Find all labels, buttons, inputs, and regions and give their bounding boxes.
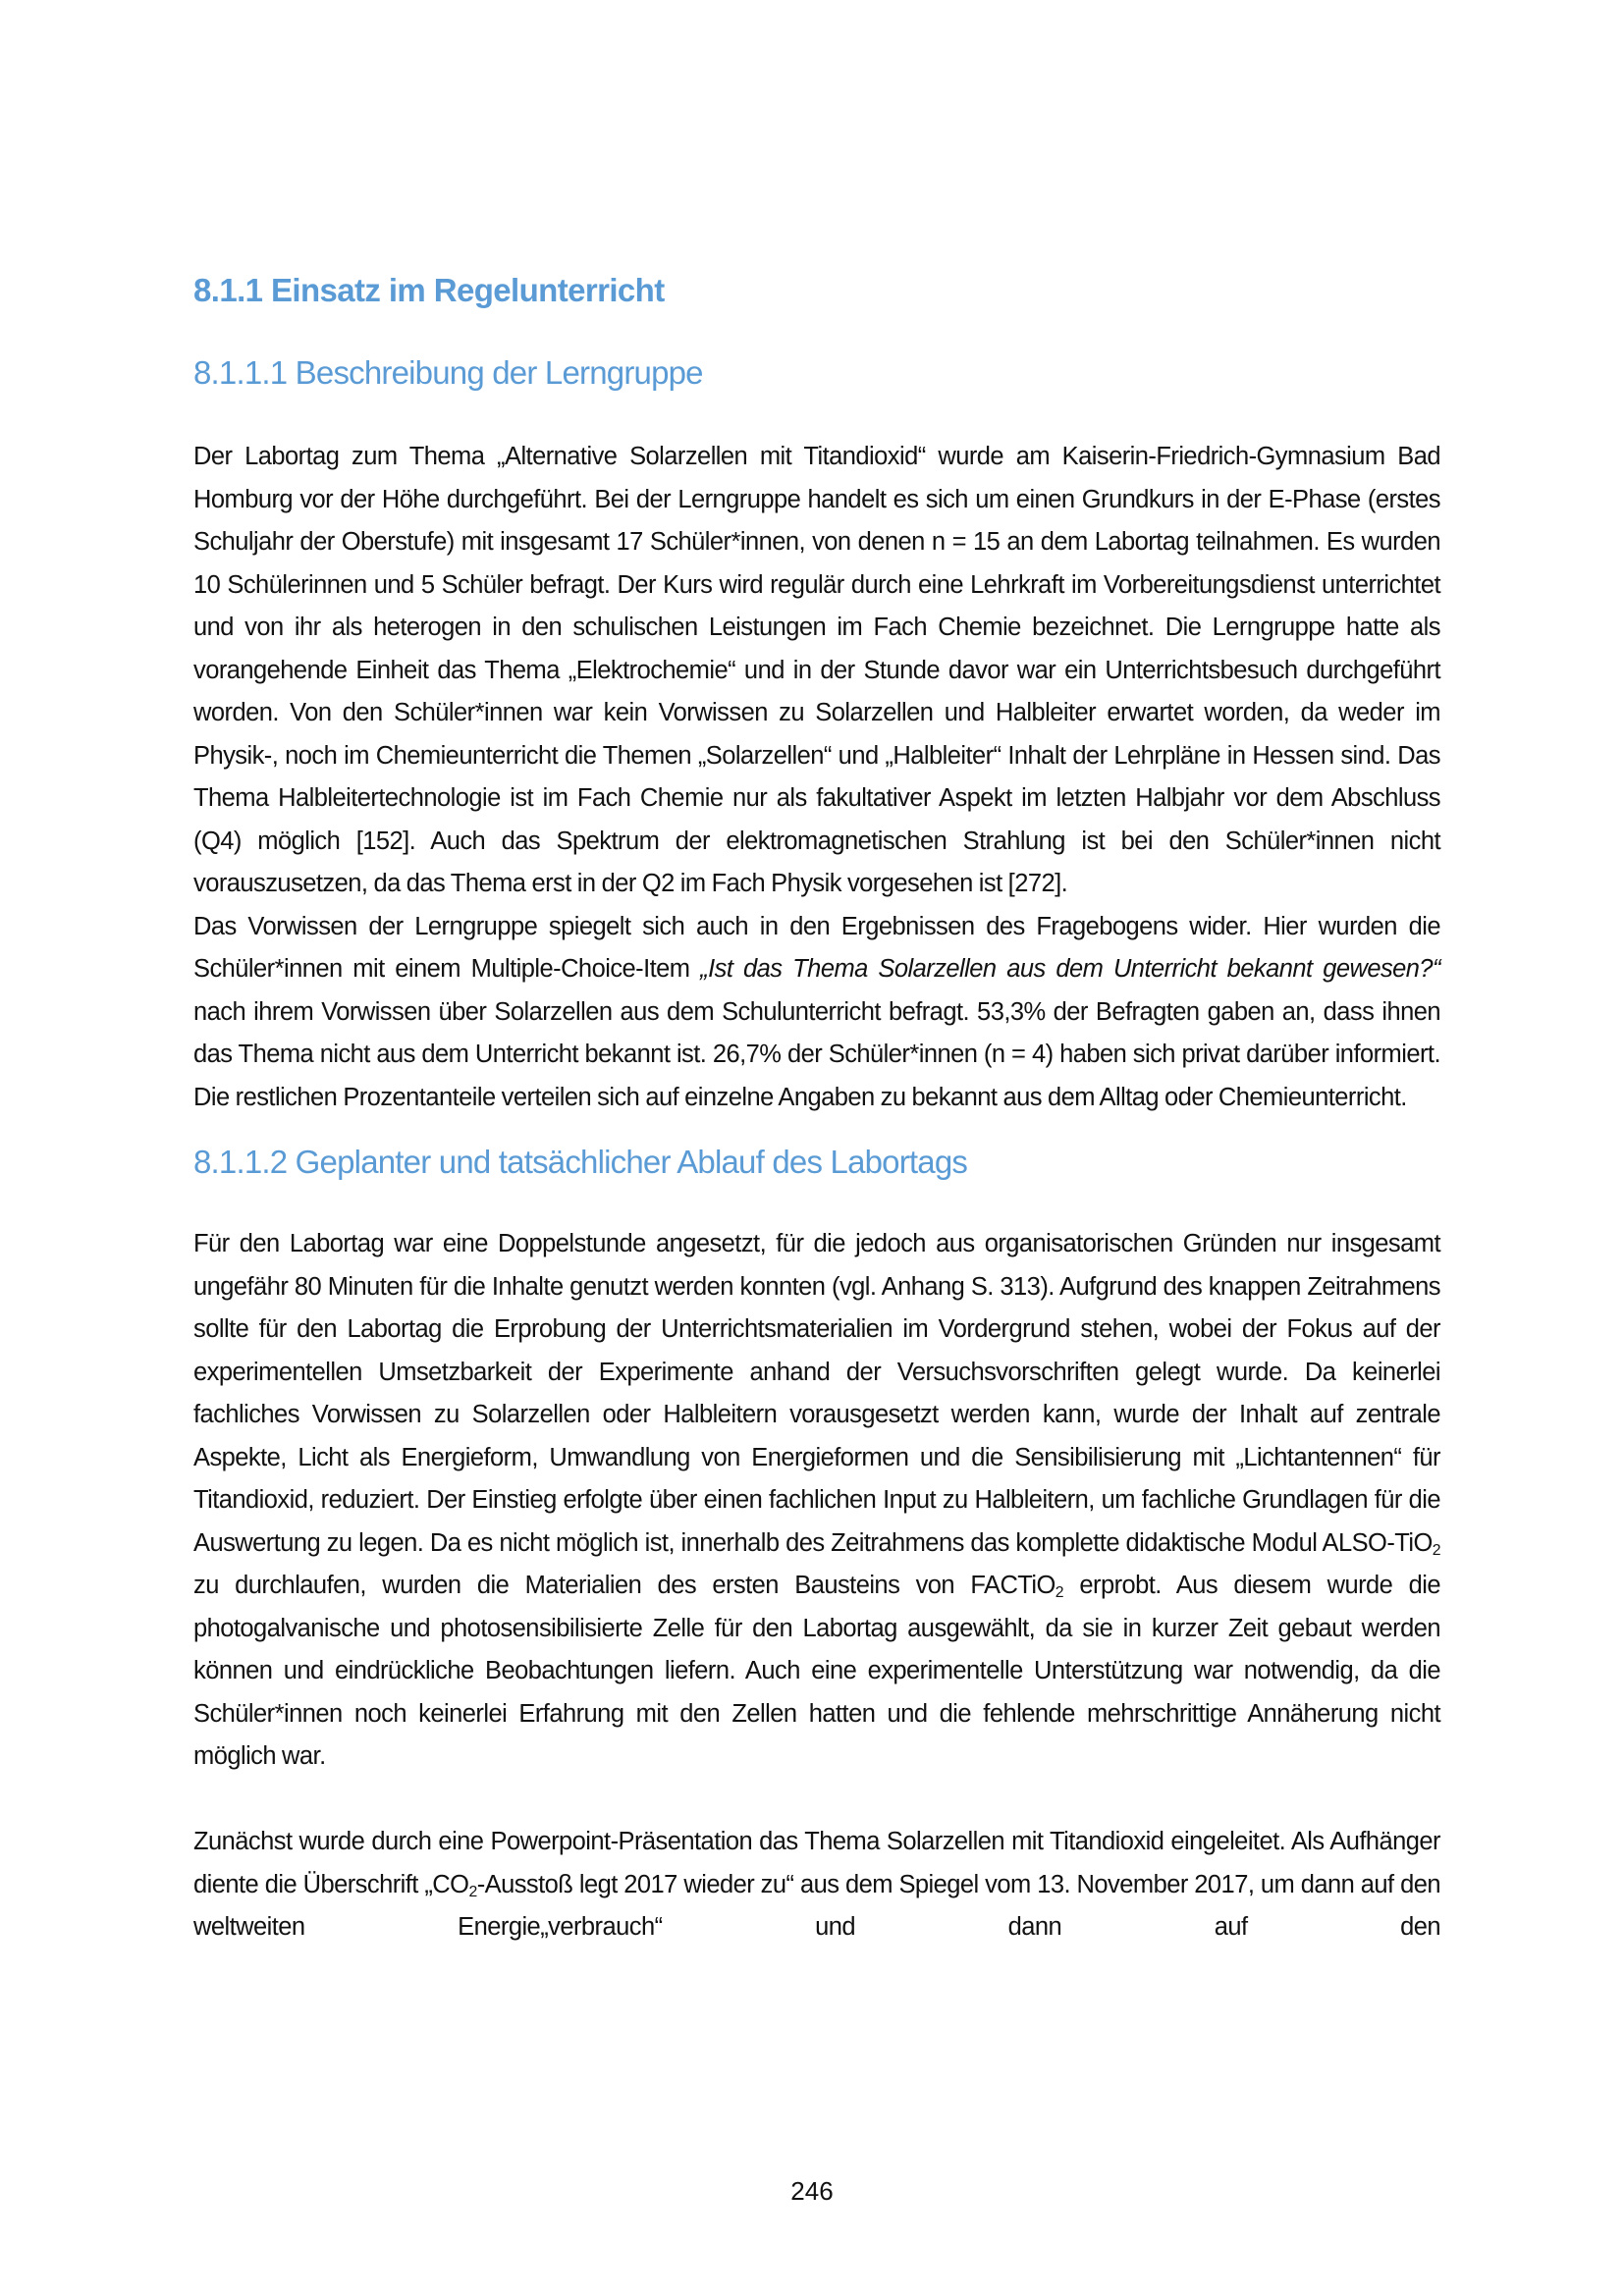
page-content [193, 263, 1440, 1949]
section-heading-8-1-1: 8.1.1 Einsatz im Regelunterricht [193, 272, 665, 308]
paragraph-einstieg [193, 1821, 1440, 1949]
paragraph-vorwissen [193, 906, 1440, 1120]
subscript: 2 [1055, 1583, 1064, 1601]
paragraph-text: nach ihrem Vorwissen über Solarzellen aus dem Schulunterricht befragt. 53,3% der Befragten gaben an, dass ihnen das Thema nicht aus dem Unterricht bekannt ist. 26,7% der Schüler*innen (n = 4) haben sich privat darüber informiert. Die restlichen Prozentanteile verteilen sich auf einzelne Angaben zu bekannt aus dem Alltag oder Chemieunterricht. [193, 997, 1440, 1111]
paragraph-text: erprobt. Aus diesem wurde die photogalvanische und photosensibilisierte Zelle für den Labortag ausgewählt, da sie in kurzer Zeit gebaut werden können und eindrückliche Beobachtungen liefern. Auch eine experimentelle Unterstützung war notwendig, da die Schüler*innen noch keinerlei Erfahrung mit den Zellen hatten und die fehlende mehrschrittige Annäherung nicht möglich war. [193, 1572, 1440, 1770]
paragraph-text: Das Vorwissen der Lerngruppe spiegelt sich auch in den Ergebnissen des Fragebogens wider. Hier wurden die Schüler*innen mit einem Multiple-Choice-Item [193, 912, 1440, 983]
paragraph-text: zu durchlaufen, wurden die Materialien des ersten Bausteins von FACTiO [193, 1572, 1056, 1599]
paragraph-text: Für den Labortag war eine Doppelstunde angesetzt, für die jedoch aus organisatorischen Gründen nur insgesamt ungefähr 80 Minuten für die Inhalte genutzt werden konnten (vgl. Anhang S. 313). Aufgrund des knappen Zeitrahmens sollte für den Labortag die Erprobung der Unterrichtsmaterialien im Vordergrund stehen, wobei der Fokus auf der experimentellen Umsetzbarkeit der Experimente anhand der Versuchsvorschriften gelegt wurde. Da keinerlei fachliches Vorwissen zu Solarzellen oder Halbleitern vorausgesetzt werden kann, wurde der Inhalt auf zentrale Aspekte, Licht als Energieform, Umwandlung von Energieformen und die Sensibilisierung mit „Lichtantennen“ für Titandioxid, reduziert. Der Einstieg erfolgte über einen fachlichen Input zu Halbleitern, um fachliche Grundlagen für die Auswertung zu legen. Da es nicht möglich ist, innerhalb des Zeitrahmens das komplette didaktische Modul ALSO-TiO [193, 1230, 1440, 1557]
questionnaire-item-quote: „Ist das Thema Solarzellen aus dem Unterricht bekannt gewesen?“ [700, 955, 1440, 983]
subsection-heading-8-1-1-2: 8.1.1.2 Geplanter und tatsächlicher Ablauf des Labortags [193, 1144, 968, 1180]
paragraph-ablauf [193, 1223, 1440, 1779]
page-number: 246 [790, 2176, 834, 2206]
subscript: 2 [1432, 1541, 1440, 1559]
paragraph-text: -Ausstoß legt 2017 wieder zu“ aus dem Spiegel vom 13. November 2017, um dann auf den weltweiten Energie„verbrauch“ und dann auf den [193, 1870, 1440, 1941]
paragraph-lerngruppe-description: Der Labortag zum Thema „Alternative Solarzellen mit Titandioxid“ wurde am Kaiserin-Friedrich-Gymnasium Bad Homburg vor der Höhe durchgeführt. Bei der Lerngruppe handelt es sich um einen Grundkurs in der E-Phase (erstes Schuljahr der Oberstufe) mit insgesamt 17 Schüler*innen, von denen n = 15 an dem Labortag teilnahmen. Es wurden 10 Schülerinnen und 5 Schüler befragt. Der Kurs wird regulär durch eine Lehrkraft im Vorbereitungsdienst unterrichtet und von ihr als heterogen in den schulischen Leistungen im Fach Chemie bezeichnet. Die Lerngruppe hatte als vorangehende Einheit das Thema „Elektrochemie“ und in der Stunde davor war ein Unterrichtsbesuch durchgeführt worden. Von den Schüler*innen war kein Vorwissen zu Solarzellen und Halbleiter erwartet worden, da weder im Physik-, noch im Chemieunterricht die Themen „Solarzellen“ und „Halbleiter“ Inhalt der Lehrpläne in Hessen sind. Das Thema Halbleitertechnologie ist im Fach Chemie nur als fakultativer Aspekt im letzten Halbjahr vor dem Abschluss (Q4) möglich [152]. Auch das Spektrum der elektromagnetischen Strahlung ist bei den Schüler*innen nicht vorauszusetzen, da das Thema erst in der Q2 im Fach Physik vorgesehen ist [272]. [193, 443, 1440, 897]
paragraph-text: Zunächst wurde durch eine Powerpoint-Präsentation das Thema Solarzellen mit Titandioxid eingeleitet. Als Aufhänger diente die Überschrift „CO [193, 1828, 1440, 1898]
subsection-heading-8-1-1-1: 8.1.1.1 Beschreibung der Lerngruppe [193, 354, 703, 391]
paragraph-spacer [193, 1779, 1440, 1822]
spacer [193, 1119, 1440, 1135]
subscript: 2 [468, 1883, 477, 1900]
